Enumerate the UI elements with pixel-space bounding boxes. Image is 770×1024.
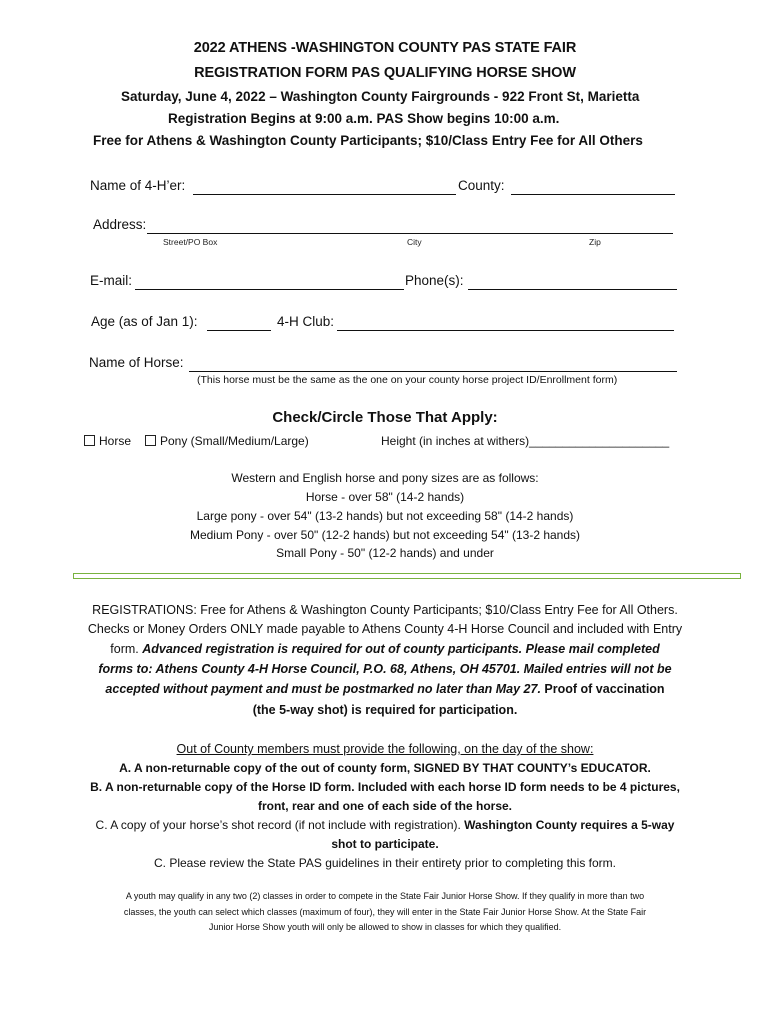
club-label: 4-H Club: — [277, 314, 335, 329]
out-of-county-a: A. A non-returnable copy of the out of county form, SIGNED BY THAT COUNTY’s EDUCATOR. — [119, 761, 651, 775]
registrations-line1: REGISTRATIONS: Free for Athens & Washington County Participants; $10/Class Entry Fee for All Others. — [92, 603, 678, 617]
registrations-line3 — [0, 639, 770, 659]
horse-name-field[interactable] — [189, 357, 677, 372]
pony-option-label: Pony (Small/Medium/Large) — [160, 434, 309, 448]
street-hint: Street/PO Box — [163, 237, 218, 247]
zip-hint: Zip — [589, 237, 601, 247]
age-field[interactable] — [207, 316, 271, 331]
county-field[interactable] — [511, 180, 675, 195]
size-small-pony: Small Pony - 50" (12-2 hands) and under — [276, 546, 494, 560]
size-medium-pony: Medium Pony - over 50" (12-2 hands) but not exceeding 54" (13-2 hands) — [189, 528, 581, 542]
size-horse: Horse - over 58" (14-2 hands) — [305, 490, 465, 504]
section-divider — [73, 573, 741, 579]
age-label: Age (as of Jan 1): — [91, 314, 198, 329]
phone-label: Phone(s): — [405, 273, 464, 288]
event-date-location: Saturday, June 4, 2022 – Washington County Fairgrounds - 922 Front St, Marietta — [121, 89, 640, 104]
footnote-line1: A youth may qualify in any two (2) classes in order to compete in the State Fair Junior Horse Show. If they qualify in more than two — [125, 891, 645, 901]
registrations-line3-normal: form. — [110, 642, 143, 656]
check-heading: Check/Circle Those That Apply: — [272, 409, 498, 426]
sizes-intro: Western and English horse and pony sizes are as follows: — [231, 471, 539, 485]
county-label: County: — [458, 178, 505, 193]
phone-field[interactable] — [468, 275, 677, 290]
out-of-county-b2: front, rear and one of each side of the horse. — [257, 799, 513, 813]
form-title-line2: REGISTRATION FORM PAS QUALIFYING HORSE SHOW — [194, 65, 576, 81]
form-title-line1: 2022 ATHENS -WASHINGTON COUNTY PAS STATE FAIR — [193, 40, 577, 56]
footnote-line2: classes, the youth can select which classes (maximum of four), they will enter in the State Fair Junior Horse Show. At the State Fair — [123, 907, 647, 917]
out-of-county-heading: Out of County members must provide the following, on the day of the show: — [176, 742, 594, 756]
registrations-line5 — [0, 679, 770, 699]
out-of-county-b1: B. A non-returnable copy of the Horse ID form. Included with each horse ID form needs to be 4 pictures, — [90, 780, 680, 794]
out-of-county-c1-normal: C. A copy of your horse’s shot record (if not include with registration). — [95, 818, 465, 832]
city-hint: City — [407, 237, 422, 247]
address-label: Address: — [93, 217, 147, 232]
out-of-county-c2: shot to participate. — [331, 837, 439, 851]
name-field[interactable] — [193, 180, 456, 195]
out-of-county-c1-bold: Washington County requires a 5-way — [464, 818, 675, 832]
out-of-county-c1 — [0, 815, 770, 835]
name-label: Name of 4-H’er: — [90, 178, 186, 193]
event-times: Registration Begins at 9:00 a.m. PAS Show begins 10:00 a.m. — [168, 111, 560, 126]
pony-option[interactable] — [145, 434, 309, 448]
horse-option-label: Horse — [99, 434, 132, 448]
horse-note: (This horse must be the same as the one on your county horse project ID/Enrollment form) — [197, 374, 618, 386]
horse-checkbox[interactable] — [84, 435, 95, 446]
size-large-pony: Large pony - over 54" (13-2 hands) but not exceeding 58" (14-2 hands) — [196, 509, 574, 523]
registrations-line5-b: Proof of vaccination — [540, 682, 665, 696]
registrations-line3-bold: Advanced registration is required for out of county participants. Please mail completed — [142, 642, 660, 656]
horse-option[interactable] — [84, 434, 131, 448]
email-field[interactable] — [135, 275, 404, 290]
club-field[interactable] — [337, 316, 674, 331]
entry-fee-info: Free for Athens & Washington County Participants; $10/Class Entry Fee for All Others — [93, 133, 643, 148]
out-of-county-d: C. Please review the State PAS guidelines in their entirety prior to completing this form. — [154, 856, 616, 870]
registrations-line2: Checks or Money Orders ONLY made payable to Athens County 4-H Horse Council and included with Entry — [87, 622, 683, 636]
address-field[interactable] — [147, 219, 673, 234]
pony-checkbox[interactable] — [145, 435, 156, 446]
email-label: E-mail: — [90, 273, 133, 288]
registrations-line4: forms to: Athens County 4-H Horse Council, P.O. 68, Athens, OH 45701. Mailed entries will not be — [98, 662, 672, 676]
registrations-line5-bi: accepted without payment and must be postmarked no later than May 27. — [105, 682, 541, 696]
registrations-line6: (the 5-way shot) is required for participation. — [252, 703, 518, 717]
height-field[interactable]: Height (in inches at withers)_____________________ — [381, 434, 670, 448]
horse-name-label: Name of Horse: — [89, 355, 184, 370]
footnote-line3: Junior Horse Show youth will only be allowed to show in classes for which they qualified. — [208, 922, 562, 932]
